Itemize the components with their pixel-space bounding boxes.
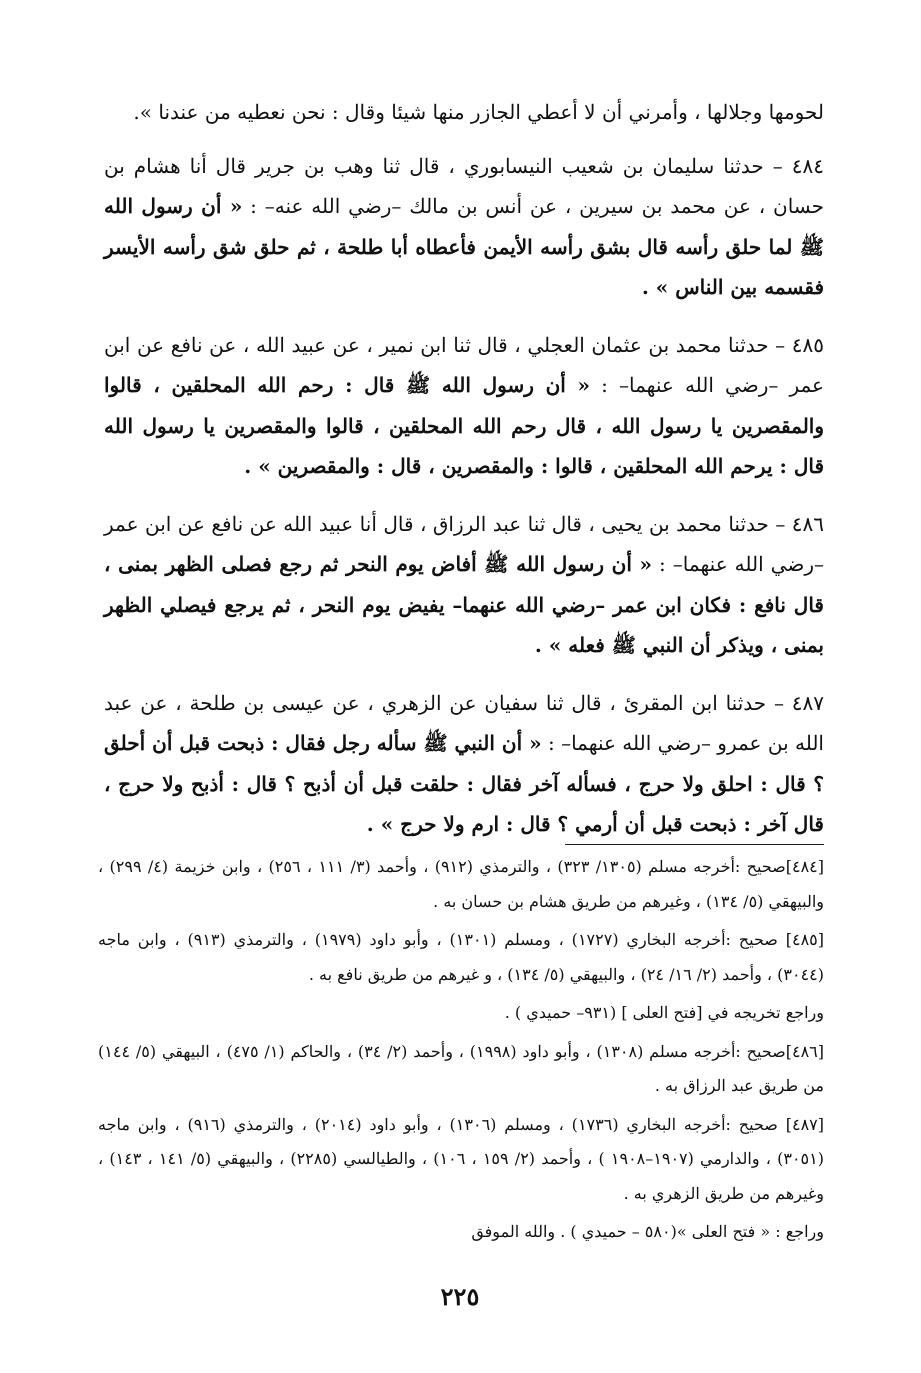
hadith-isnad: ٤٨٥ – حدثنا محمد بن عثمان العجلي ، قال ثنا ابن نمير ، عن عبيد الله ، عن نافع عن ابن عمر –رضي الله عنهما– : <box>104 332 825 397</box>
hadith-matn: « أن رسول الله ﷺ لما حلق رأسه قال بشق رأسه الأيمن فأعطاه أبا طلحة ، ثم حلق شق رأسه الأيسر فقسمه بين الناس » . <box>104 194 824 299</box>
hadith-matn: « أن رسول الله ﷺ قال : رحم الله المحلقين ، قالوا والمقصرين يا رسول الله ، قال رحم الله المحلقين ، قالوا والمقصرين يا رسول الله قال : يرحم الله المحلقين ، قالوا : والمقصرين ، قال : والمقصرين » . <box>104 373 825 478</box>
footnote-484: [٤٨٤]صحيح :أخرجه مسلم (١٣٠٥/ ٣٢٣) ، والترمذي (٩١٢) ، وأحمد (٣/ ١١١ ، ٢٥٦) ، وابن خزيمة (٤/ ٢٩٩) ، والبيهقي (٥/ ١٣٤) ، وغيرهم من طريق هشام بن حسان به . <box>98 857 824 911</box>
hadith-485 <box>104 325 824 487</box>
hadith-matn: « أن رسول الله ﷺ أفاض يوم النحر ثم رجع فصلى الظهر بمنى ، قال نافع : فكان ابن عمر –رضي الله عنهما– يفيض يوم النحر ، ثم يرجع فيصلي الظهر بمنى ، ويذكر أن النبي ﷺ فعله » . <box>104 552 824 657</box>
hadith-isnad: ٤٨٧ – حدثنا ابن المقرئ ، قال ثنا سفيان عن الزهري ، عن عيسى بن طلحة ، عن عبد الله بن عمرو –رضي الله عنهما– : <box>104 690 824 755</box>
page-number: ٢٢٥ <box>440 1282 480 1311</box>
continuation-paragraph: لحومها وجلالها ، وأمرني أن لا أعطي الجازر منها شيئا وقال : نحن نعطيه من عندنا ». <box>133 100 824 124</box>
footnote-485-reference: وراجع تخريجه في [فتح العلى ] (٩٣١– حميدي ) . <box>504 1003 824 1022</box>
footnote-separator <box>565 844 824 845</box>
hadith-matn: « أن النبي ﷺ سأله رجل فقال : ذبحت قبل أن أحلق ؟ قال : احلق ولا حرج ، فسأله آخر فقال : حلقت قبل أن أذبح ؟ قال : أذبح ولا حرج ، قال آخر : ذبحت قبل أن أرمي ؟ قال : ارم ولا حرج » . <box>103 731 824 836</box>
footnote-486: [٤٨٦]صحيح :أخرجه مسلم (١٣٠٨) ، وأبو داود (١٩٩٨) ، وأحمد (٢/ ٣٤) ، والحاكم (١/ ٤٧٥) ، البيهقي (٥/ ١٤٤) من طريق عبد الرزاق به . <box>98 1041 825 1095</box>
footnote-487: [٤٨٧] صحيح :أخرجه البخاري (١٧٣٦) ، ومسلم (١٣٠٦) ، وأبو داود (٢٠١٤) ، والترمذي (٩١٦) ، وابن ماجه (٣٠٥١) ، والدارمي (١٩٠٧–١٩٠٨ ) ، وأحمد (٢/ ١٥٩ ، ١٠٦) ، والطيالسي (٢٢٨٥) ، والبيهقي (٥/ ١٤١ ، ١٤٣) ، وغيرهم من طريق الزهري به . <box>98 1114 824 1203</box>
footnotes <box>98 850 824 1254</box>
footnote-485: [٤٨٥] صحيح :أخرجه البخاري (١٧٢٧) ، ومسلم (١٣٠١) ، وأبو داود (١٩٧٩) ، والترمذي (٩١٣) ، وابن ماجه (٣٠٤٤) ، وأحمد (٢/ ١٦/ ٢٤) ، والبيهقي (٥/ ١٣٤) ، و غيرهم من طريق نافع به . <box>98 930 824 984</box>
hadith-484 <box>104 146 824 308</box>
hadith-isnad: ٤٨٦ – حدثنا محمد بن يحيى ، قال ثنا عبد الرزاق ، قال أنا عبيد الله عن نافع عن ابن عمر –رضي الله عنهما– : <box>104 511 824 576</box>
hadith-isnad: ٤٨٤ – حدثنا سليمان بن شعيب النيسابوري ، قال ثنا وهب بن جرير قال أنا هشام بن حسان ، عن محمد بن سيرين ، عن أنس بن مالك –رضي الله عنه– : <box>104 153 825 218</box>
main-text <box>104 92 824 845</box>
hadith-487 <box>104 683 824 845</box>
footnote-487-reference: وراجع : « فتح العلى »(٥٨٠ – حميدي ) . والله الموفق <box>471 1222 824 1241</box>
hadith-486 <box>104 504 824 666</box>
